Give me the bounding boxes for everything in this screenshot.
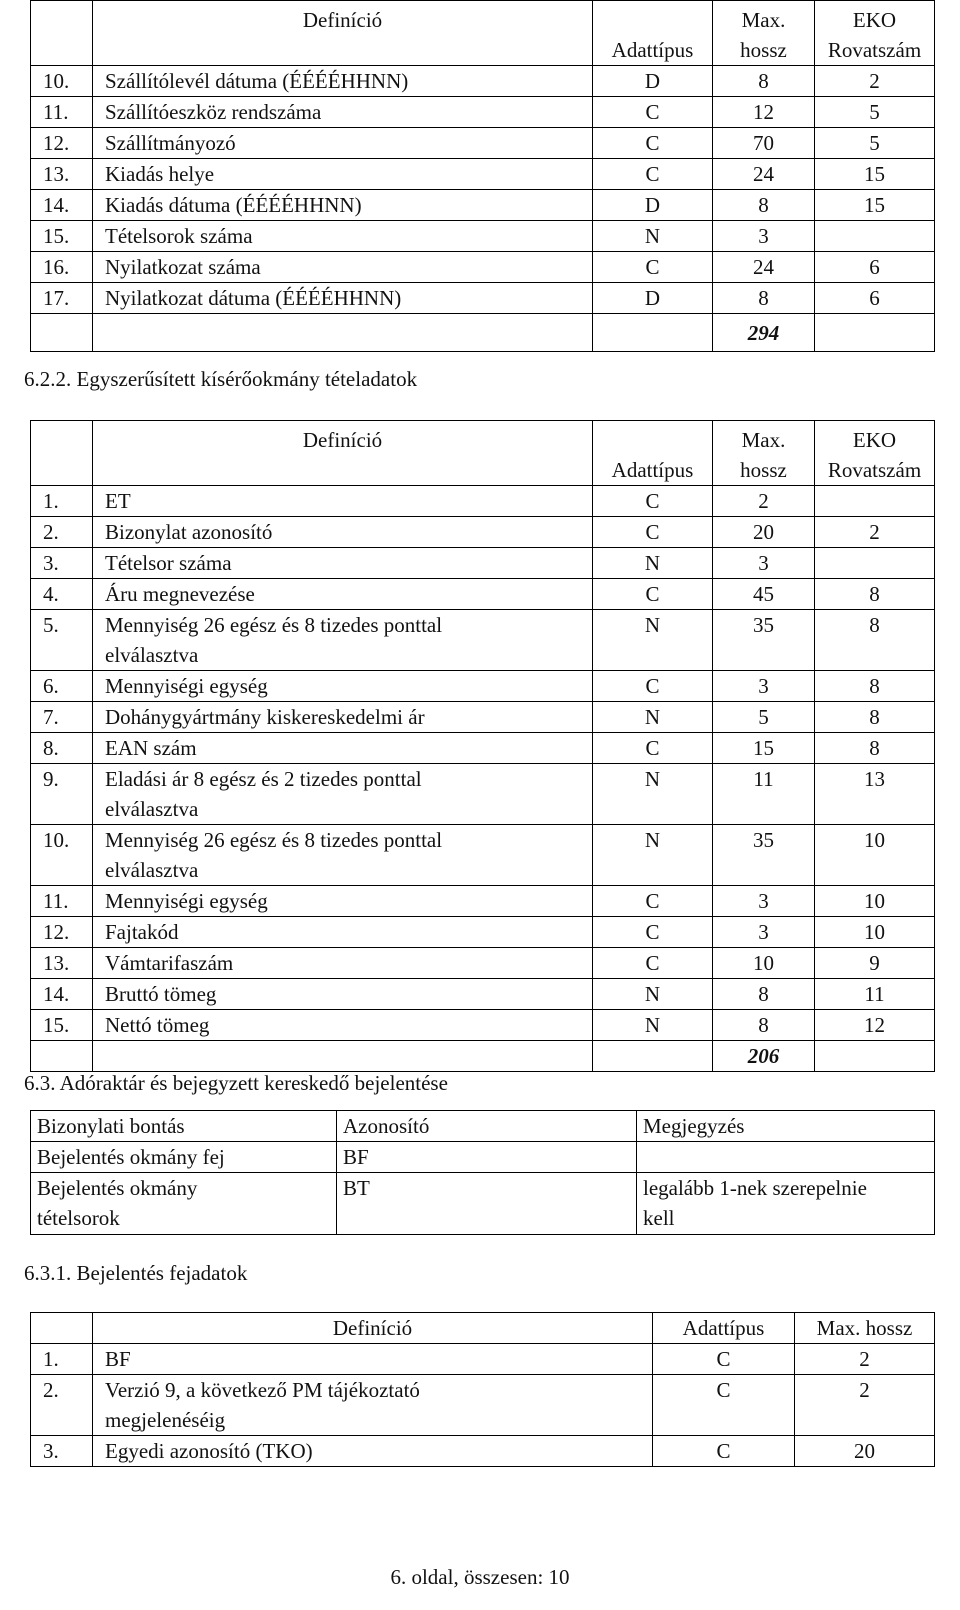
row-eko: 6 bbox=[815, 283, 935, 314]
table-row bbox=[31, 671, 935, 702]
header-bontas: Bizonylati bontás bbox=[31, 1111, 337, 1142]
table-row bbox=[31, 517, 935, 548]
row-max: 8 bbox=[713, 979, 815, 1010]
table-row bbox=[31, 1010, 935, 1041]
row-definition: Verzió 9, a következő PM tájékoztató megjelenéséig bbox=[93, 1375, 653, 1436]
table-row bbox=[31, 610, 935, 671]
row-type: N bbox=[593, 221, 713, 252]
header-eko: EKO Rovatszám bbox=[815, 421, 935, 486]
row-type: C bbox=[593, 948, 713, 979]
row-number: 15. bbox=[31, 221, 93, 252]
row-max: 8 bbox=[713, 66, 815, 97]
row-type: C bbox=[593, 886, 713, 917]
table-row bbox=[31, 252, 935, 283]
row-max: 8 bbox=[713, 283, 815, 314]
header-max-hossz: Max. hossz bbox=[713, 421, 815, 486]
row-type: C bbox=[593, 159, 713, 190]
row-eko: 15 bbox=[815, 159, 935, 190]
row-type: D bbox=[593, 66, 713, 97]
row-definition: EAN szám bbox=[93, 733, 593, 764]
cell-megjegyzes bbox=[637, 1142, 935, 1173]
row-number: 10. bbox=[31, 66, 93, 97]
row-eko: 8 bbox=[815, 579, 935, 610]
row-number: 15. bbox=[31, 1010, 93, 1041]
header-azonosito: Azonosító bbox=[337, 1111, 637, 1142]
header-adattipus: Adattípus bbox=[593, 421, 713, 486]
row-max: 20 bbox=[795, 1436, 935, 1467]
cell-azonosito: BT bbox=[337, 1173, 637, 1235]
row-definition: Fajtakód bbox=[93, 917, 593, 948]
table-row bbox=[31, 579, 935, 610]
row-max: 3 bbox=[713, 917, 815, 948]
row-eko: 2 bbox=[815, 66, 935, 97]
row-number: 8. bbox=[31, 733, 93, 764]
table-row bbox=[31, 886, 935, 917]
table-row bbox=[31, 1344, 935, 1375]
row-number: 3. bbox=[31, 548, 93, 579]
header-megjegyzes: Megjegyzés bbox=[637, 1111, 935, 1142]
row-eko bbox=[815, 548, 935, 579]
section-heading-adoraktar: 6.3. Adóraktár és bejegyzett kereskedő bejelentése bbox=[24, 1071, 448, 1095]
row-type: D bbox=[593, 283, 713, 314]
row-type: C bbox=[593, 579, 713, 610]
row-definition: Tételsorok száma bbox=[93, 221, 593, 252]
row-eko: 8 bbox=[815, 733, 935, 764]
row-number: 14. bbox=[31, 190, 93, 221]
total-value: 206 bbox=[713, 1041, 815, 1072]
row-number: 17. bbox=[31, 283, 93, 314]
table-szallitolevel bbox=[30, 0, 935, 352]
cell-megjegyzes: legalább 1-nek szerepelnie kell bbox=[637, 1173, 935, 1235]
row-max: 15 bbox=[713, 733, 815, 764]
table-row bbox=[31, 1173, 935, 1235]
empty-cell bbox=[93, 1041, 593, 1072]
row-max: 70 bbox=[713, 128, 815, 159]
row-type: C bbox=[593, 128, 713, 159]
row-definition: Mennyiség 26 egész és 8 tizedes ponttal elválasztva bbox=[93, 825, 593, 886]
row-eko: 10 bbox=[815, 886, 935, 917]
table-row bbox=[31, 917, 935, 948]
row-number: 6. bbox=[31, 671, 93, 702]
row-max: 2 bbox=[713, 486, 815, 517]
table-row bbox=[31, 66, 935, 97]
row-eko: 13 bbox=[815, 764, 935, 825]
row-type: N bbox=[593, 610, 713, 671]
table-bizonylati-bontas bbox=[30, 1110, 935, 1235]
page-footer: 6. oldal, összesen: 10 bbox=[390, 1565, 570, 1589]
table-row bbox=[31, 948, 935, 979]
table-row bbox=[31, 702, 935, 733]
row-number: 13. bbox=[31, 159, 93, 190]
row-definition: Bruttó tömeg bbox=[93, 979, 593, 1010]
row-number: 11. bbox=[31, 97, 93, 128]
row-definition: Kiadás helye bbox=[93, 159, 593, 190]
table-row bbox=[31, 283, 935, 314]
row-number: 13. bbox=[31, 948, 93, 979]
row-number: 5. bbox=[31, 610, 93, 671]
table-row bbox=[31, 1142, 935, 1173]
row-eko: 8 bbox=[815, 702, 935, 733]
row-definition: Dohánygyártmány kiskereskedelmi ár bbox=[93, 702, 593, 733]
row-number: 9. bbox=[31, 764, 93, 825]
row-type: C bbox=[593, 671, 713, 702]
empty-cell bbox=[31, 314, 93, 352]
table-row bbox=[31, 221, 935, 252]
row-type: C bbox=[593, 252, 713, 283]
table-row bbox=[31, 1375, 935, 1436]
table-teteladatok bbox=[30, 420, 935, 1072]
row-eko: 10 bbox=[815, 917, 935, 948]
row-max: 45 bbox=[713, 579, 815, 610]
row-type: C bbox=[593, 917, 713, 948]
row-max: 8 bbox=[713, 190, 815, 221]
row-max: 24 bbox=[713, 252, 815, 283]
row-type: N bbox=[593, 764, 713, 825]
total-row bbox=[31, 1041, 935, 1072]
table-row bbox=[31, 159, 935, 190]
table-row bbox=[31, 190, 935, 221]
row-number: 2. bbox=[31, 1375, 93, 1436]
row-definition: Bizonylat azonosító bbox=[93, 517, 593, 548]
row-max: 3 bbox=[713, 886, 815, 917]
row-definition: Egyedi azonosító (TKO) bbox=[93, 1436, 653, 1467]
header-eko: EKO Rovatszám bbox=[815, 1, 935, 66]
row-max: 20 bbox=[713, 517, 815, 548]
row-eko bbox=[815, 486, 935, 517]
row-number: 3. bbox=[31, 1436, 93, 1467]
row-definition: Áru megnevezése bbox=[93, 579, 593, 610]
total-row bbox=[31, 314, 935, 352]
row-definition: Szállítólevél dátuma (ÉÉÉÉHHNN) bbox=[93, 66, 593, 97]
row-eko: 8 bbox=[815, 610, 935, 671]
table-row bbox=[31, 825, 935, 886]
row-definition: Eladási ár 8 egész és 2 tizedes ponttal elválasztva bbox=[93, 764, 593, 825]
row-type: C bbox=[593, 733, 713, 764]
empty-cell bbox=[815, 1041, 935, 1072]
row-definition: BF bbox=[93, 1344, 653, 1375]
header-adattipus: Adattípus bbox=[653, 1313, 795, 1344]
row-definition: Mennyiségi egység bbox=[93, 671, 593, 702]
row-number: 1. bbox=[31, 1344, 93, 1375]
header-definicio: Definíció bbox=[93, 421, 593, 486]
table-row bbox=[31, 128, 935, 159]
cell-bontas: Bejelentés okmány fej bbox=[31, 1142, 337, 1173]
row-type: D bbox=[593, 190, 713, 221]
row-max: 5 bbox=[713, 702, 815, 733]
row-eko: 6 bbox=[815, 252, 935, 283]
row-number: 12. bbox=[31, 128, 93, 159]
row-max: 8 bbox=[713, 1010, 815, 1041]
row-number: 14. bbox=[31, 979, 93, 1010]
table-row bbox=[31, 733, 935, 764]
row-definition: Nyilatkozat száma bbox=[93, 252, 593, 283]
header-max-hossz: Max. hossz bbox=[795, 1313, 935, 1344]
section-heading-tetel: 6.2.2. Egyszerűsített kísérőokmány tételadatok bbox=[24, 367, 418, 391]
row-number: 2. bbox=[31, 517, 93, 548]
row-definition: Szállítmányozó bbox=[93, 128, 593, 159]
row-number: 10. bbox=[31, 825, 93, 886]
row-max: 12 bbox=[713, 97, 815, 128]
row-number: 11. bbox=[31, 886, 93, 917]
table-row bbox=[31, 97, 935, 128]
total-value: 294 bbox=[713, 314, 815, 352]
row-definition: Vámtarifaszám bbox=[93, 948, 593, 979]
row-eko: 8 bbox=[815, 671, 935, 702]
table-row bbox=[31, 979, 935, 1010]
section-heading-fejadatok: 6.3.1. Bejelentés fejadatok bbox=[24, 1261, 248, 1285]
row-type: C bbox=[653, 1436, 795, 1467]
row-number: 12. bbox=[31, 917, 93, 948]
row-type: C bbox=[593, 486, 713, 517]
empty-cell bbox=[93, 314, 593, 352]
header-max-hossz: Max. hossz bbox=[713, 1, 815, 66]
table-row bbox=[31, 1436, 935, 1467]
row-definition: Mennyiségi egység bbox=[93, 886, 593, 917]
row-eko: 15 bbox=[815, 190, 935, 221]
row-number: 16. bbox=[31, 252, 93, 283]
row-eko: 9 bbox=[815, 948, 935, 979]
row-eko: 10 bbox=[815, 825, 935, 886]
empty-cell bbox=[31, 1041, 93, 1072]
header-adattipus: Adattípus bbox=[593, 1, 713, 66]
row-type: N bbox=[593, 702, 713, 733]
row-eko bbox=[815, 221, 935, 252]
row-max: 10 bbox=[713, 948, 815, 979]
header-definicio: Definíció bbox=[93, 1, 593, 66]
row-number: 1. bbox=[31, 486, 93, 517]
row-type: C bbox=[653, 1344, 795, 1375]
row-definition: Szállítóeszköz rendszáma bbox=[93, 97, 593, 128]
table-row bbox=[31, 764, 935, 825]
row-eko: 12 bbox=[815, 1010, 935, 1041]
row-max: 3 bbox=[713, 671, 815, 702]
empty-cell bbox=[815, 314, 935, 352]
row-eko: 5 bbox=[815, 128, 935, 159]
row-definition: ET bbox=[93, 486, 593, 517]
row-type: C bbox=[593, 97, 713, 128]
row-eko: 2 bbox=[815, 517, 935, 548]
header-definicio: Definíció bbox=[93, 1313, 653, 1344]
row-number: 7. bbox=[31, 702, 93, 733]
row-definition: Tételsor száma bbox=[93, 548, 593, 579]
row-type: N bbox=[593, 1010, 713, 1041]
row-eko: 11 bbox=[815, 979, 935, 1010]
row-max: 24 bbox=[713, 159, 815, 190]
row-definition: Mennyiség 26 egész és 8 tizedes ponttal elválasztva bbox=[93, 610, 593, 671]
row-type: C bbox=[593, 517, 713, 548]
row-type: N bbox=[593, 825, 713, 886]
cell-bontas: Bejelentés okmány tételsorok bbox=[31, 1173, 337, 1235]
row-max: 2 bbox=[795, 1344, 935, 1375]
row-max: 3 bbox=[713, 221, 815, 252]
cell-azonosito: BF bbox=[337, 1142, 637, 1173]
row-max: 3 bbox=[713, 548, 815, 579]
row-definition: Kiadás dátuma (ÉÉÉÉHHNN) bbox=[93, 190, 593, 221]
row-type: N bbox=[593, 548, 713, 579]
row-max: 35 bbox=[713, 825, 815, 886]
row-type: C bbox=[653, 1375, 795, 1436]
empty-cell bbox=[593, 1041, 713, 1072]
table-row bbox=[31, 548, 935, 579]
row-max: 11 bbox=[713, 764, 815, 825]
row-definition: Nyilatkozat dátuma (ÉÉÉÉHHNN) bbox=[93, 283, 593, 314]
table-fejadatok bbox=[30, 1312, 935, 1467]
table-row bbox=[31, 486, 935, 517]
row-max: 2 bbox=[795, 1375, 935, 1436]
empty-cell bbox=[593, 314, 713, 352]
row-eko: 5 bbox=[815, 97, 935, 128]
row-max: 35 bbox=[713, 610, 815, 671]
row-definition: Nettó tömeg bbox=[93, 1010, 593, 1041]
row-type: N bbox=[593, 979, 713, 1010]
row-number: 4. bbox=[31, 579, 93, 610]
